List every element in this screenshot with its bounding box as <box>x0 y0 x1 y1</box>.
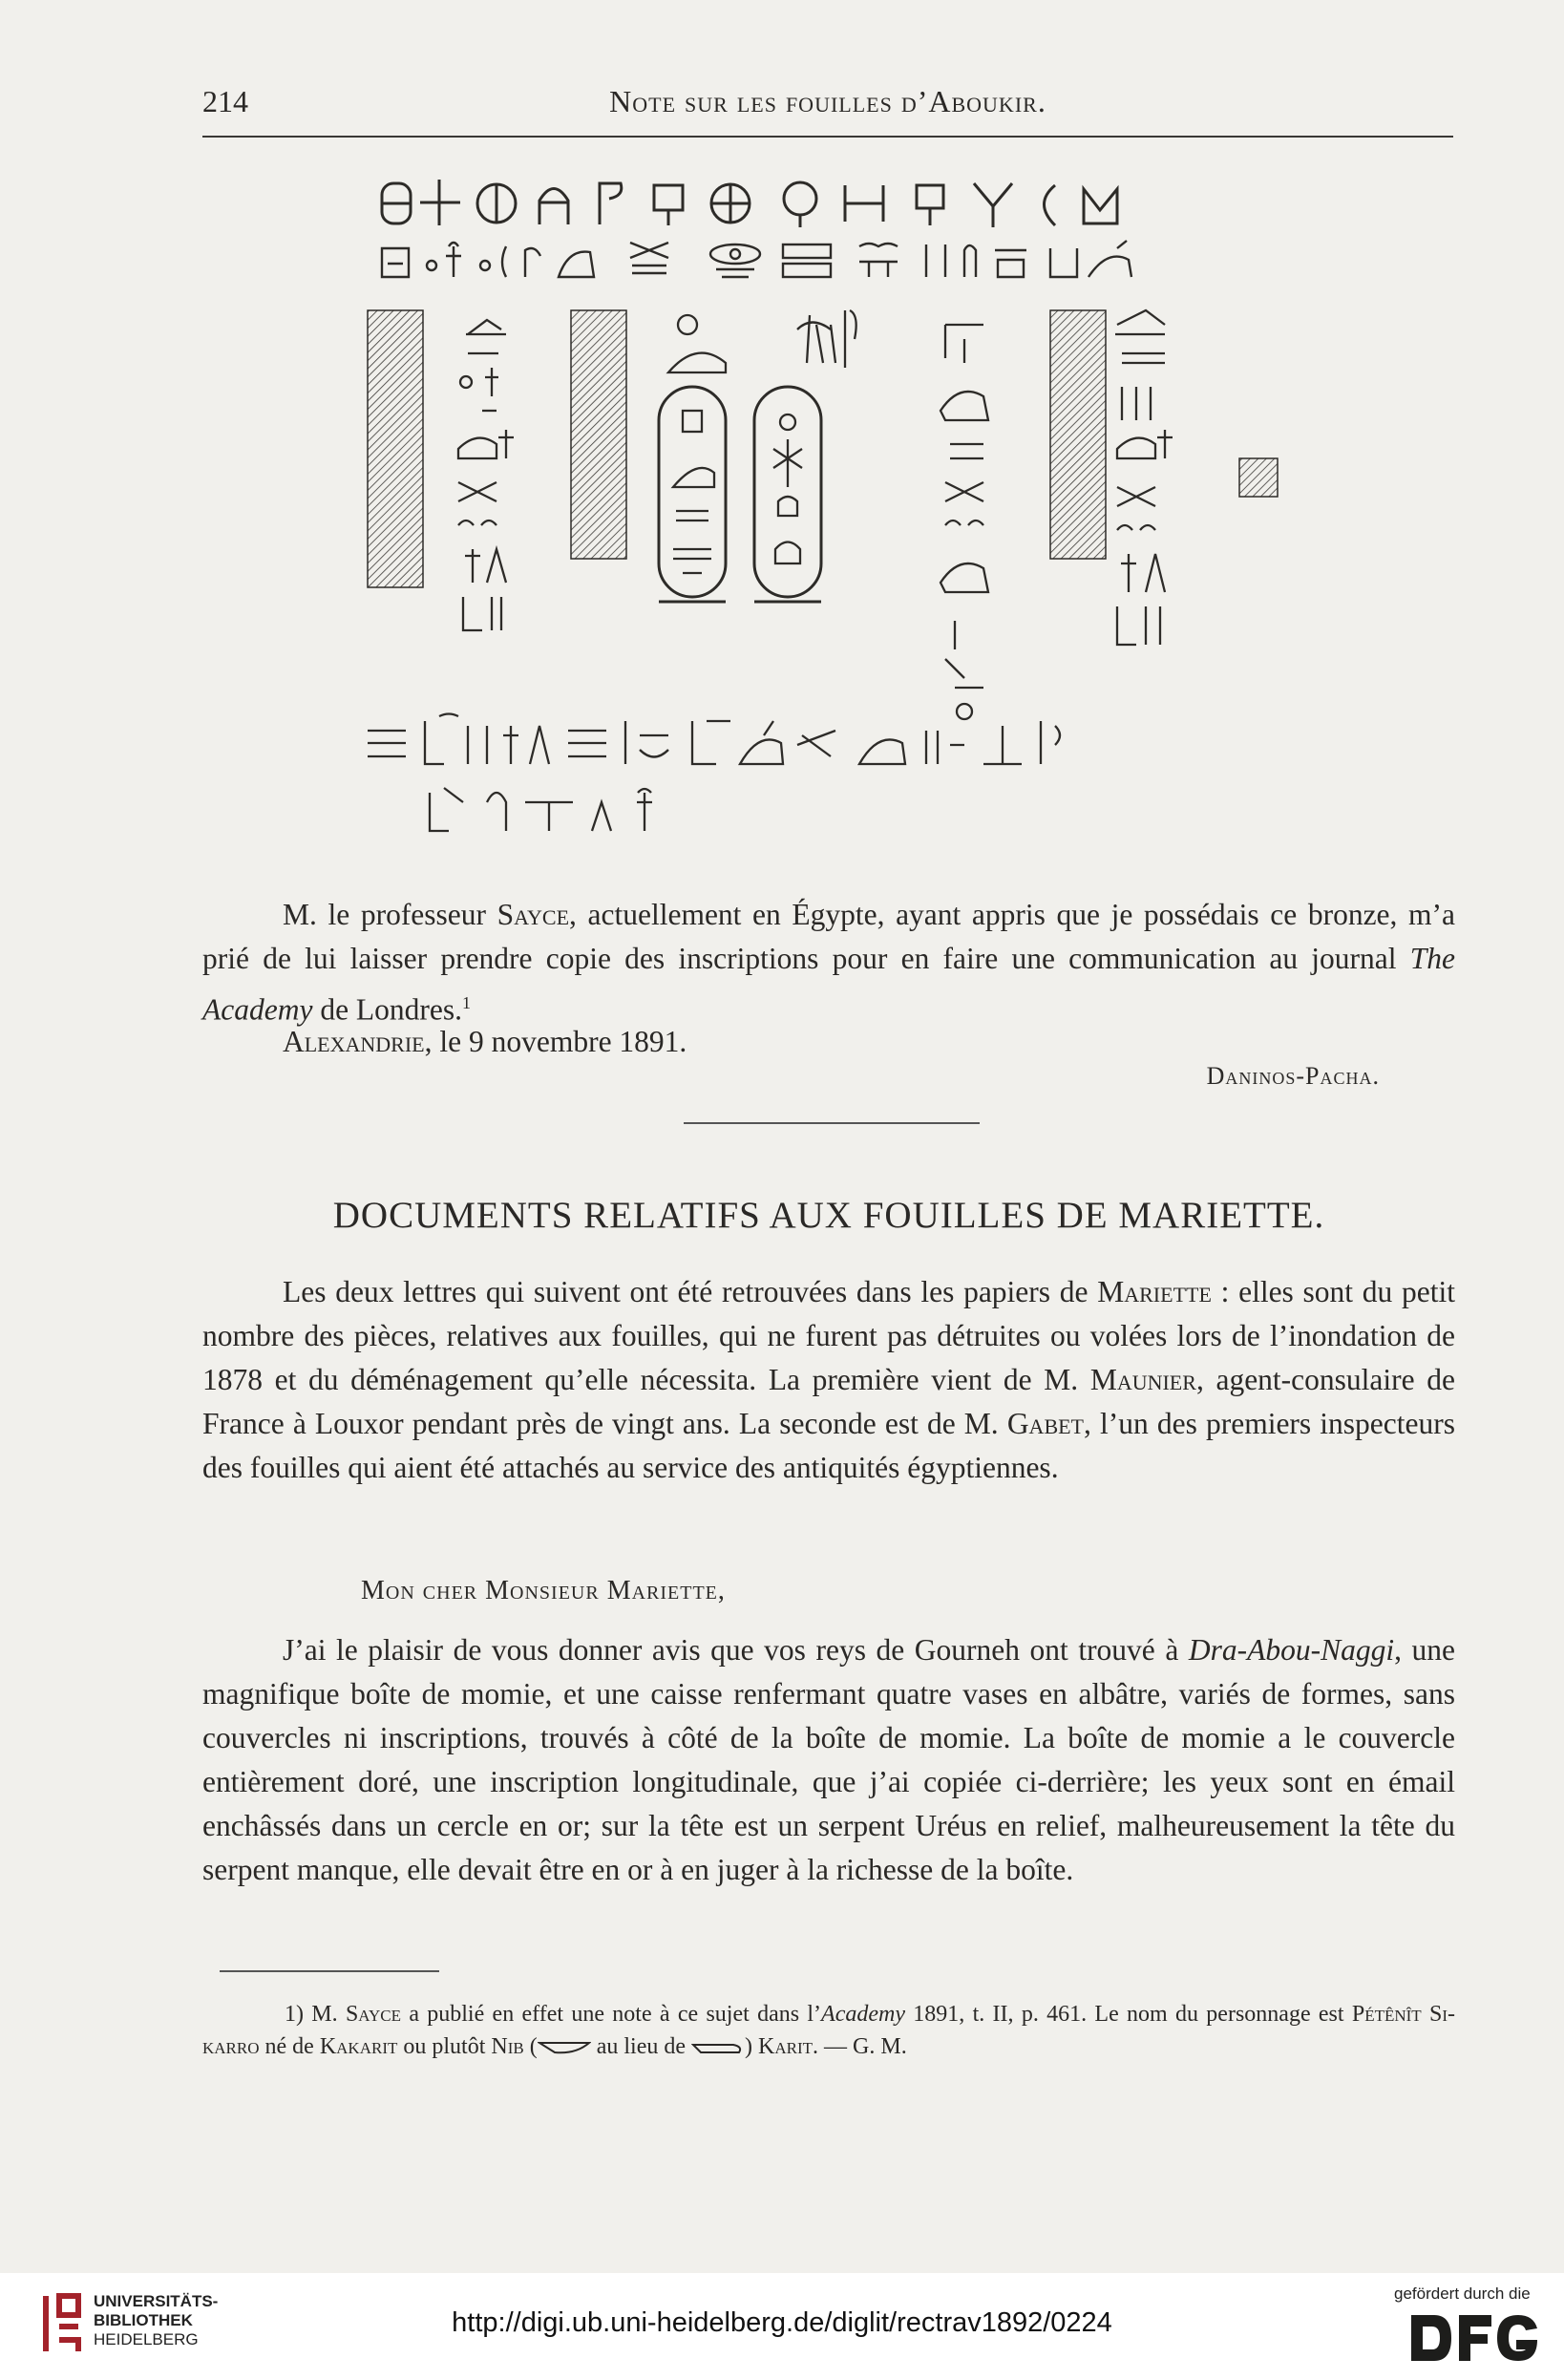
footnote-rule <box>220 1970 439 1972</box>
hatched-panel-left <box>368 310 423 587</box>
hieroglyph-figure <box>353 172 1299 879</box>
funding-caption: gefördert durch die <box>1394 2284 1531 2303</box>
page-number: 214 <box>202 84 248 118</box>
running-head <box>202 84 1453 122</box>
hatched-panel-right <box>1050 310 1106 559</box>
running-title: Note sur les fouilles d’Aboukir. <box>609 84 1046 118</box>
salutation: Mon cher Monsieur Mariette, <box>361 1576 726 1605</box>
section-separator <box>684 1122 980 1124</box>
library-name: UNIVERSITÄTS- BIBLIOTHEK HEIDELBERG <box>94 2292 219 2348</box>
section-heading: DOCUMENTS RELATIFS AUX FOUILLES DE MARIETTE. <box>332 1195 1325 1236</box>
cartouche-group <box>659 310 856 602</box>
sign-nib-glyph <box>538 2039 591 2056</box>
hieroglyph-row-top <box>382 180 1117 227</box>
footnote-ref: 1 <box>462 993 472 1012</box>
paragraph-sayce: M. le professeur Sayce, actuellement en Égypte, ayant appris que je possédais ce bronze, m’a prié de lui laisser prendre copie des inscriptions pour en faire une communication au journal The Academy de Londres.$^1$ <box>202 898 1455 1027</box>
hieroglyph-column-3 <box>1115 310 1173 645</box>
hieroglyph-column-1 <box>458 320 514 630</box>
sign-karit-glyph <box>691 2039 745 2056</box>
hieroglyph-row-second <box>382 241 1131 277</box>
dfg-logo <box>1407 2309 1541 2367</box>
header-rule <box>202 136 1453 138</box>
hatched-panel-small <box>1239 458 1278 497</box>
hatched-panel-mid-left <box>571 310 626 559</box>
paragraph-intro: Les deux lettres qui suivent ont été retrouvées dans les papiers de Mariette : elles sont du petit nombre des pièces, relatives aux fouilles, qui ne furent pas détruites ou volées lors de l’inondation de 1878 et du déménagement qu’elle nécessita. La première vient de M. Maunier, agent-consulaire de France à Louxor pendant près de vingt ans. La seconde est de M. Gabet, l’un des premiers inspecteurs des fouilles qui aient été attachés au service des antiquités égyptiennes. <box>202 1275 1455 1484</box>
person-name: Sayce <box>497 898 570 931</box>
place-name: Dra-Abou-Naggi <box>1188 1633 1395 1667</box>
paragraph-letter: J’ai le plaisir de vous donner avis que vos reys de Gourneh ont trouvé à Dra-Abou-Naggi, une magnifique boîte de momie, et une caisse renfermant quatre vases en albâtre, variés de formes, sans couvercles ni inscriptions, trouvés à côté de la boîte de momie. La boîte de momie a le couvercle entièrement doré, une inscription longitudinale, que j’ai copiée ci-derrière; les yeux sont en émail enchâssés dans un cercle en or; sur la tête est un serpent Uréus en relief, malheureusement la tête du serpent manque, elle devait être en or à en juger à la richesse de la boîte. <box>202 1633 1456 1886</box>
source-url[interactable]: http://digi.ub.uni-heidelberg.de/diglit/rectrav1892/0224 <box>452 2307 1112 2338</box>
journal-title: The Academy <box>202 942 1455 1027</box>
hieroglyph-row-bottom <box>368 714 1060 832</box>
place-date: Alexandrie, le 9 novembre 1891. <box>283 1025 687 1058</box>
hieroglyph-column-2 <box>941 325 988 719</box>
footnote: 1) M. Sayce a publié en effet une note à ce sujet dans l’Academy 1891, t. II, p. 461. Le nom du personnage est Pétênît Si-karro né de Kakarit ou plutôt Nib ( au lieu de ) Karit. — G. M. <box>202 2002 1455 2059</box>
signature: Daninos-Pacha. <box>1206 1062 1380 1090</box>
